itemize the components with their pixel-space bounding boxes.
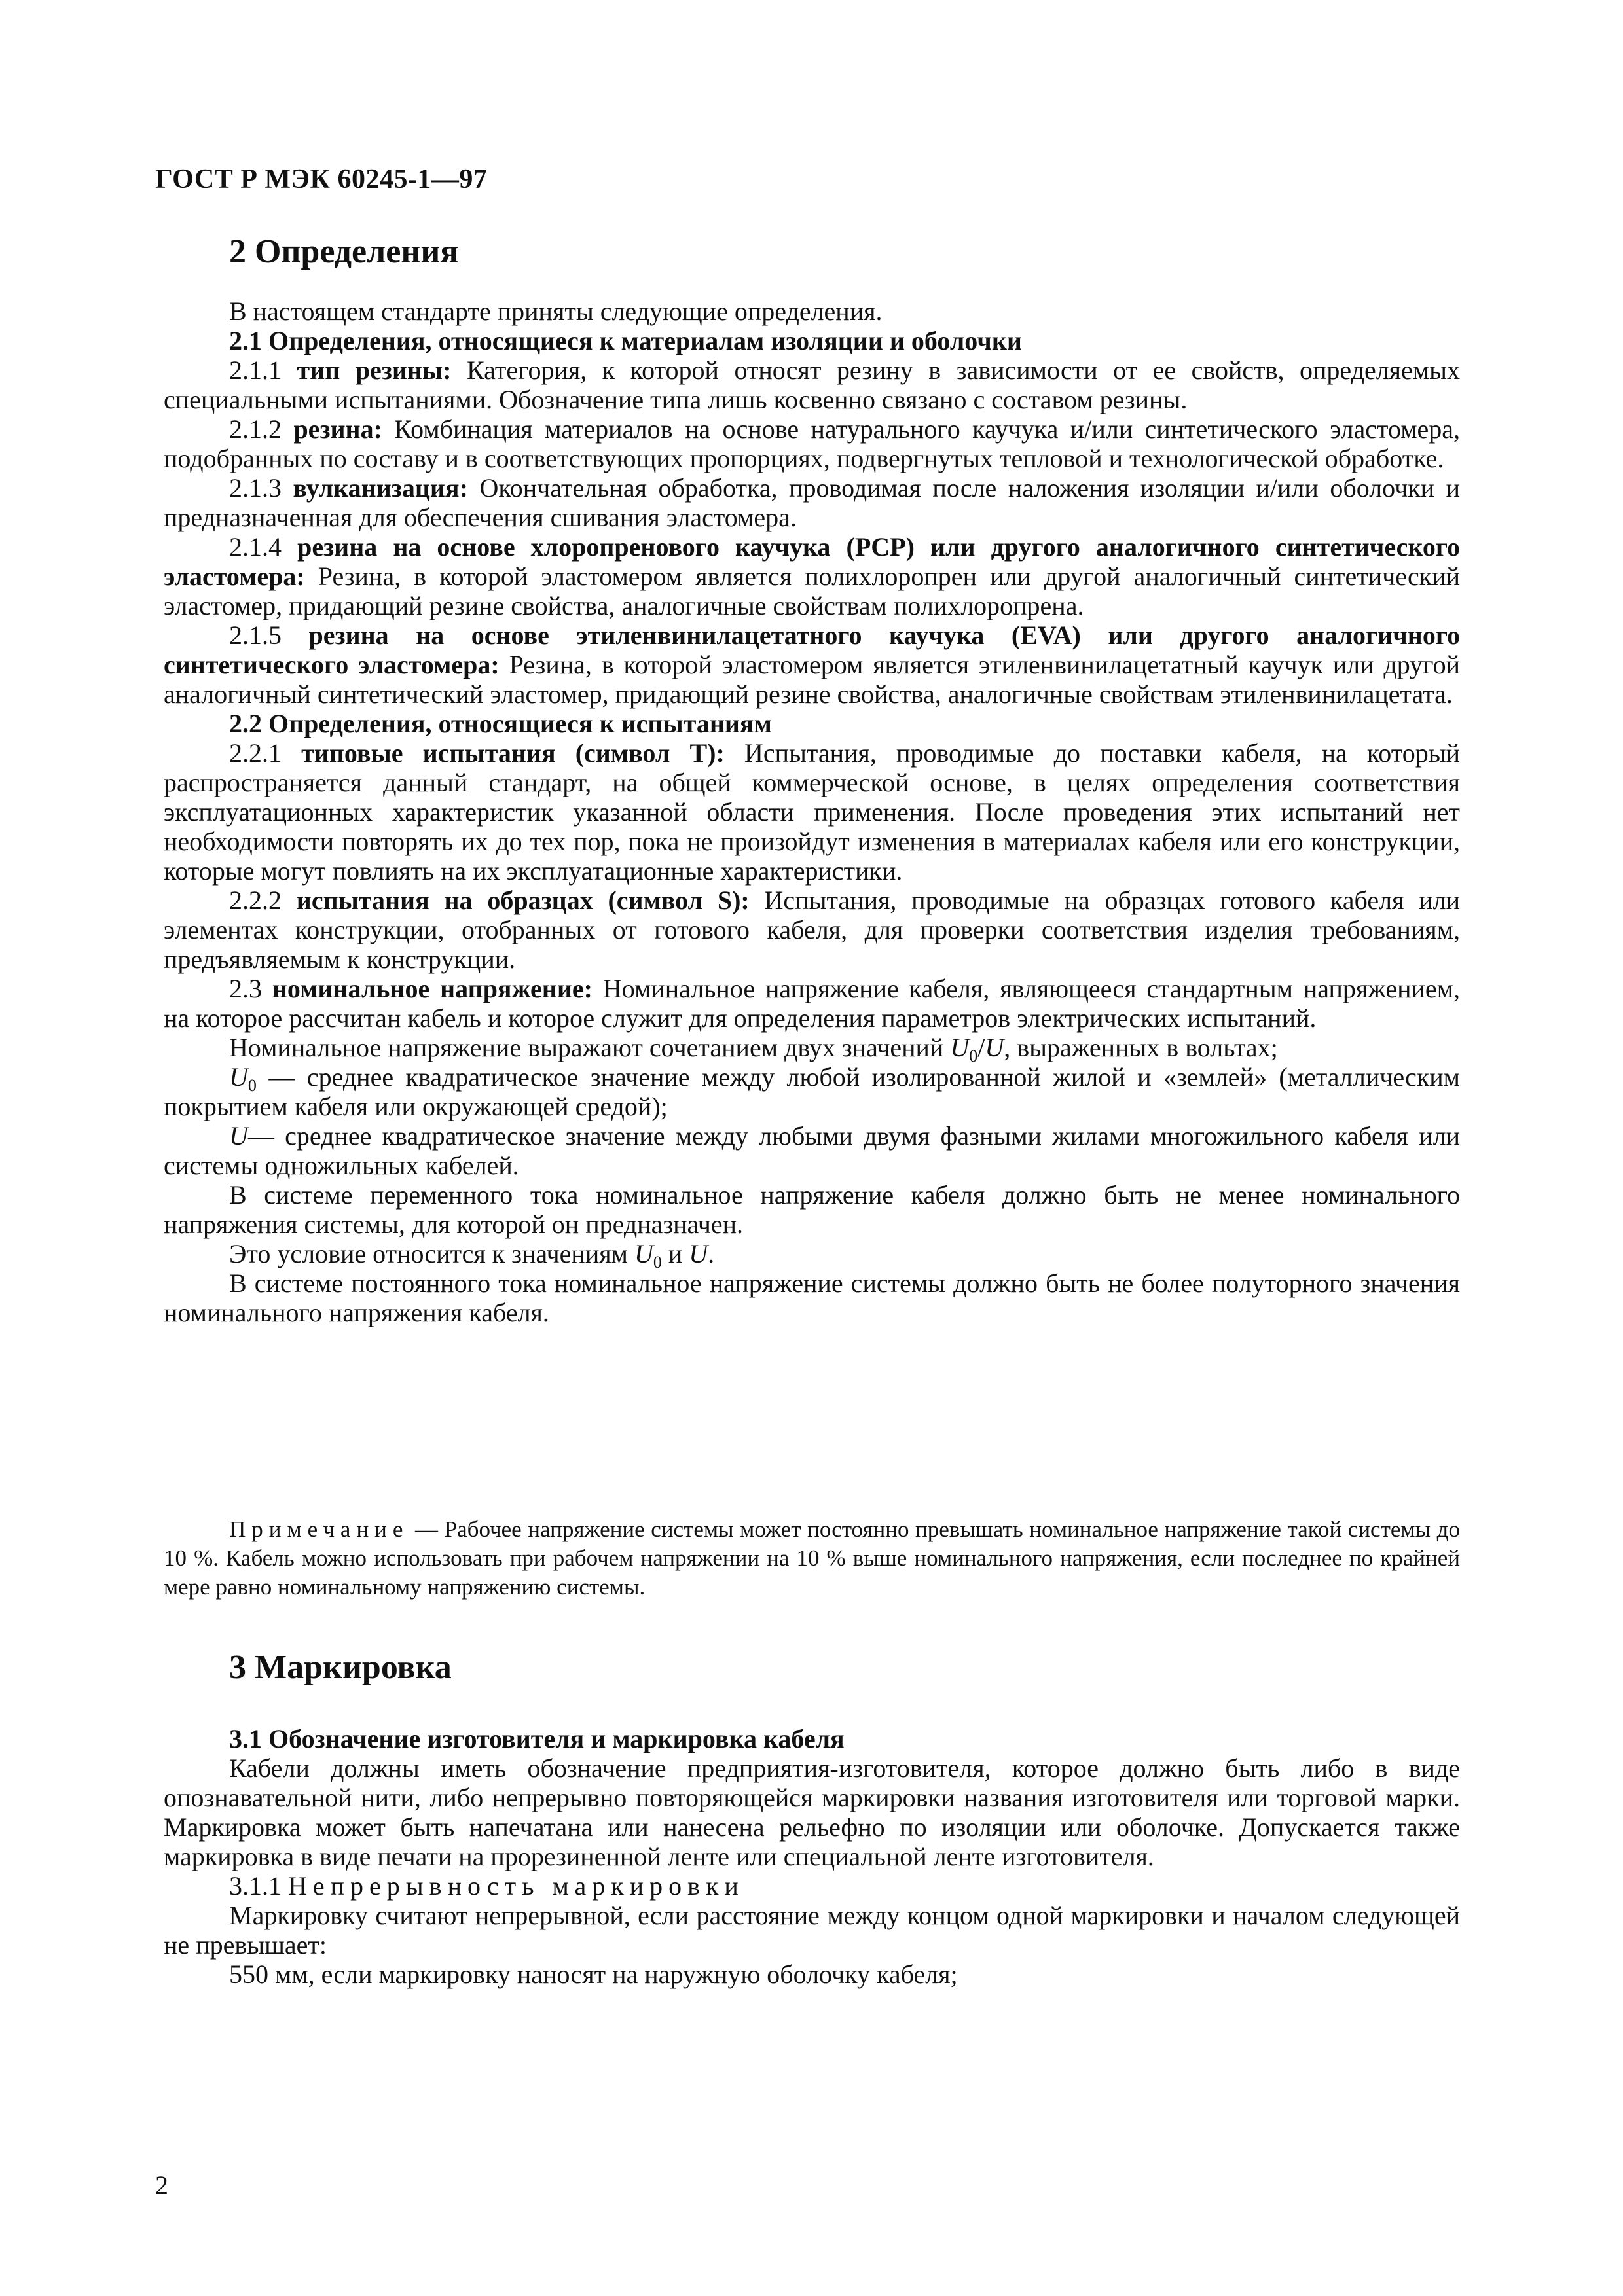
definition-2-2-2: [164, 886, 1460, 974]
subsection-3-1-1-heading: [164, 1871, 1460, 1901]
symbol-u: U: [950, 1033, 970, 1062]
text: — среднее квадратическое значение между любой изолированной жилой и «землей» (металлическим покрытием кабеля или окружающей средой);: [164, 1062, 1460, 1121]
subsection-2-2-heading: 2.2 Определения, относящиеся к испытаниям: [229, 709, 772, 738]
text: — среднее квадратическое значение между любыми двумя фазными жилами многожильного кабеля или системы одножильных кабелей.: [164, 1121, 1460, 1180]
term: резина:: [293, 414, 382, 444]
note-block: [164, 1515, 1460, 1602]
condition-paragraph: [164, 1239, 1460, 1272]
definition-text: Номинальное напряжение кабеля, являющееся стандартным напряжением, на которое рассчитан кабель и которое служит для определения параметров электрических испытаний.: [164, 974, 1460, 1033]
note-label: Примечание: [229, 1516, 409, 1542]
note-paragraph: [164, 1515, 1460, 1602]
clause-number: 2.1.4: [229, 532, 282, 562]
term: испытания на образцах (символ S):: [296, 886, 750, 915]
term: типовые испытания (символ Т):: [301, 738, 725, 768]
symbol-u: U: [229, 1121, 248, 1151]
paragraph-3-1: Кабели должны иметь обозначение предприятия-изготовителя, которое должно быть либо в виде опознавательной нити, либо непрерывно повторяющейся маркировки названия изготовителя или торговой марки. Маркировка может быть напечатана или нанесена рельефно по изоляции или оболочке. Допускается также маркировка в виде печати на прорезиненной ленте или специальной ленте изготовителя.: [164, 1753, 1460, 1871]
definition-text: Комбинация материалов на основе натурального каучука и/или синтетического эластомера, подобранных по составу и в соответствующих пропорциях, подвергнутых тепловой и технологической обработке.: [164, 414, 1461, 473]
clause-number: 2.1.5: [229, 620, 282, 650]
text: , выраженных в вольтах;: [1004, 1033, 1278, 1062]
term: тип резины:: [297, 355, 452, 385]
section-3-body: [164, 1724, 1460, 1989]
definition-text: Резина, в которой эластомером является этиленвинилацетатный каучук или другой аналогичный синтетический эластомер, придающий резине свойства, аналогичные свойствам этиленвинилацетата.: [164, 650, 1460, 709]
section-2-body: [164, 296, 1460, 1327]
subsection-3-1-heading: 3.1 Обозначение изготовителя и маркировка кабеля: [229, 1724, 845, 1753]
section-2-title: 2 Определения: [229, 233, 459, 270]
symbol-u: U: [689, 1239, 708, 1268]
term: номинальное напряжение:: [272, 974, 593, 1003]
subscript: 0: [969, 1046, 978, 1066]
u0-definition: [164, 1062, 1460, 1121]
definition-2-1-1: [164, 355, 1460, 414]
dc-system-paragraph: В системе постоянного тока номинальное напряжение системы должно быть не более полуторного значения номинального напряжения кабеля.: [164, 1268, 1460, 1327]
definition-2-3: [164, 974, 1460, 1033]
term: резина на основе этиленвинилацетатного каучука (EVA) или другого аналогичного синтетического эластомера:: [164, 620, 1461, 679]
definition-text: Резина, в которой эластомером является полихлоропрен или другой аналогичный синтетический эластомер, придающий резине свойства, аналогичные свойствам полихлоропрена.: [164, 562, 1461, 620]
clause-number: 2.1.1: [229, 355, 282, 385]
clause-number: 2.1.2: [229, 414, 282, 444]
slash: /: [977, 1033, 985, 1062]
text: и: [668, 1239, 683, 1268]
definition-text: Испытания, проводимые на образцах готового кабеля или элементах конструкции, отобранных от готового кабеля, для проверки соответствия изделия требованиям, предъявляемым к конструкции.: [164, 886, 1460, 974]
definition-2-1-5: [164, 620, 1460, 709]
subsection-2-1-heading: 2.1 Определения, относящиеся к материалам изоляции и оболочки: [229, 326, 1022, 355]
term: резина на основе хлоропренового каучука (PCP) или другого аналогичного синтетического эластомера:: [164, 532, 1461, 591]
text: Это условие относится к значениям: [229, 1239, 628, 1268]
clause-number: 3.1.1: [229, 1871, 282, 1901]
section-3-title: 3 Маркировка: [229, 1649, 452, 1686]
page-number: 2: [155, 2170, 168, 2200]
note-text: — Рабочее напряжение системы может постоянно превышать номинальное напряжение такой системы до 10 %. Кабель можно использовать при рабочем напряжении на 10 % выше номинального напряжения, если последнее по крайней мере равно номинальному напряжению системы.: [164, 1516, 1460, 1600]
voltage-expression-paragraph: [164, 1033, 1460, 1066]
text: Номинальное напряжение выражают сочетанием двух значений: [229, 1033, 944, 1062]
clause-number: 2.2.2: [229, 886, 282, 915]
ac-system-paragraph: В системе переменного тока номинальное напряжение кабеля должно быть не менее номинального напряжения системы, для которой он предназначен.: [164, 1180, 1460, 1239]
standard-designation: ГОСТ Р МЭК 60245-1—97: [155, 164, 488, 194]
definition-text: Испытания, проводимые до поставки кабеля, на который распространяется данный стандарт, на общей коммерческой основе, в целях определения соответствия эксплуатационных характеристик указанной области применения. После проведения этих испытаний нет необходимости повторять их до тех пор, пока не произойдут изменения в материалах кабеля или его конструкции, которые могут повлиять на их эксплуатационные характеристики.: [164, 738, 1461, 886]
clause-number: 2.2.1: [229, 738, 282, 768]
definition-text: Категория, к которой относят резину в зависимости от ее свойств, определяемых специальными испытаниями. Обозначение типа лишь косвенно связано с составом резины.: [164, 355, 1461, 414]
paragraph-3-1-1: Маркировку считают непрерывной, если расстояние между концом одной маркировки и началом следующей не превышает:: [164, 1901, 1460, 1960]
clause-number: 2.1.3: [229, 473, 282, 503]
text: .: [708, 1239, 715, 1268]
symbol-u: U: [985, 1033, 1004, 1062]
definition-text: Окончательная обработка, проводимая после наложения изоляции и/или оболочки и предназначенная для обеспечения сшивания эластомера.: [164, 473, 1460, 532]
intro-paragraph: В настоящем стандарте приняты следующие определения.: [229, 296, 883, 326]
subscript: 0: [247, 1075, 257, 1095]
symbol-u: U: [229, 1062, 248, 1092]
clause-title: Непрерывность маркировки: [288, 1871, 744, 1901]
u-definition: [164, 1121, 1460, 1180]
term: вулканизация:: [293, 473, 468, 503]
definition-2-1-2: [164, 414, 1460, 473]
definition-2-1-4: [164, 532, 1460, 620]
clause-number: 2.3: [229, 974, 262, 1003]
definition-2-1-3: [164, 473, 1460, 532]
list-item: 550 мм, если маркировку наносят на наружную оболочку кабеля;: [229, 1960, 958, 1989]
definition-2-2-1: [164, 738, 1460, 886]
symbol-u: U: [634, 1239, 653, 1268]
subscript: 0: [653, 1252, 662, 1272]
